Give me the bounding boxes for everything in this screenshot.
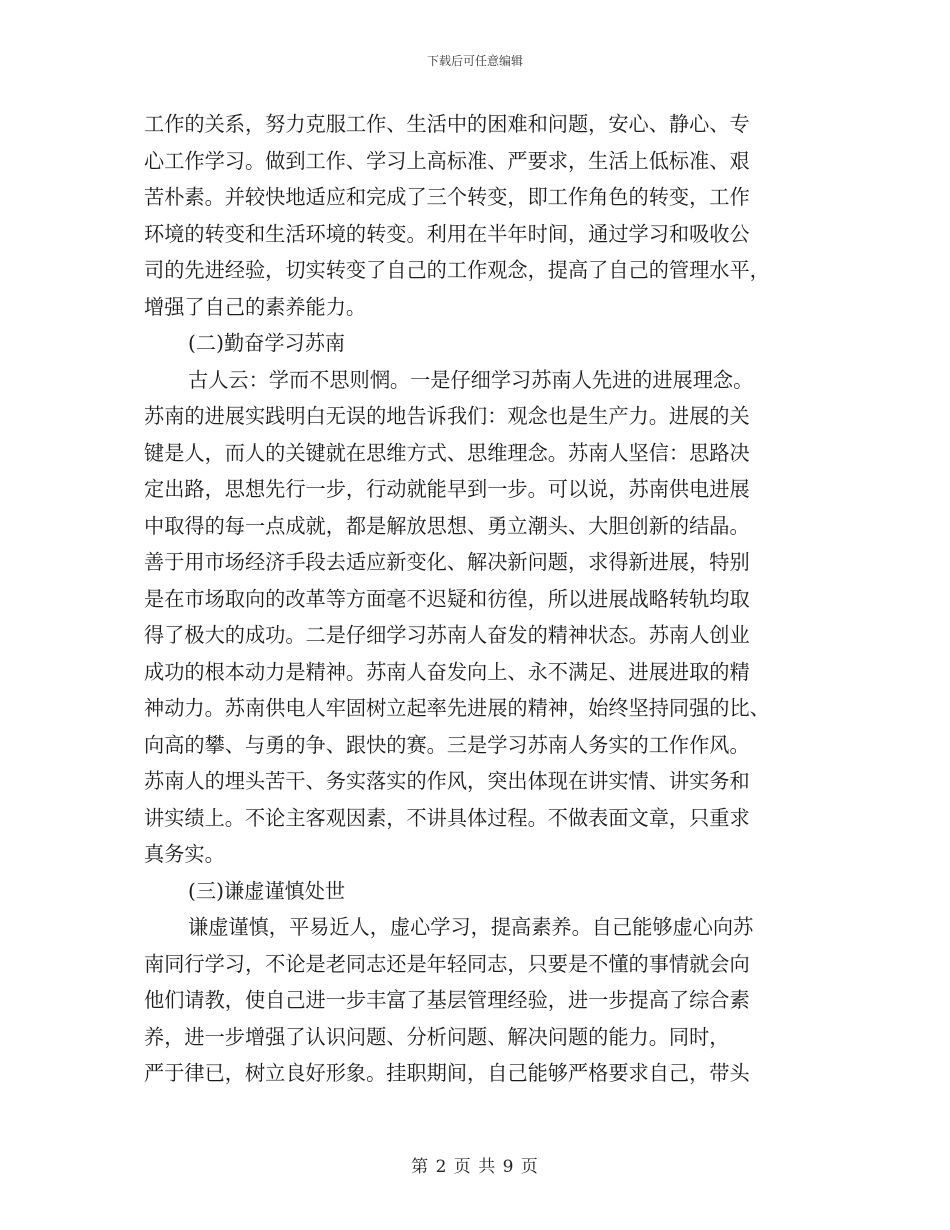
text-line: 定出路，思想先行一步，行动就能早到一步。可以说，苏南供电进展: [144, 477, 750, 501]
page-footer: 第 2 页 共 9 页: [411, 1157, 539, 1177]
text-line: 严于律已，树立良好形象。挂职期间，自己能够严格要求自己，带头: [144, 1061, 750, 1085]
text-line: (二)勤奋学习苏南: [188, 331, 346, 355]
text-line: 成功的根本动力是精神。苏南人奋发向上、永不满足、进展进取的精: [144, 659, 750, 684]
text-line: 古人云：学而不思则惘。一是仔细学习苏南人先进的进展理念。: [188, 367, 754, 392]
text-line: 工作的关系，努力克服工作、生活中的困难和问题，安心、静心、专: [144, 112, 750, 136]
text-line: 真务实。: [144, 842, 225, 866]
text-line: 环境的转变和生活环境的转变。利用在半年时间，通过学习和吸收公: [144, 221, 750, 246]
text-line: 向高的攀、与勇的争、跟快的赛。三是学习苏南人务实的工作作风。: [144, 732, 750, 757]
text-line: 司的先进经验，切实转变了自己的工作观念，提高了自己的管理水平，: [144, 258, 770, 282]
text-line: 讲实绩上。不论主客观因素，不讲具体过程。不做表面文章，只重求: [144, 805, 750, 830]
text-line: 养，进一步增强了认识问题、分析问题、解决问题的能力。同时，: [144, 1024, 730, 1049]
text-line: 键是人，而人的关键就在思维方式、思维理念。苏南人坚信：思路决: [144, 440, 750, 465]
text-line: 苏南人的埋头苦干、务实落实的作风，突出体现在讲实情、讲实务和: [144, 769, 750, 793]
text-line: 谦虚谨慎，平易近人，虚心学习，提高素养。自己能够虚心向苏: [188, 915, 754, 939]
text-line: 神动力。苏南供电人牢固树立起率先进展的精神，始终坚持同强的比、: [144, 696, 770, 720]
text-line: 得了极大的成功。二是仔细学习苏南人奋发的精神状态。苏南人创业: [144, 623, 750, 647]
text-line: 增强了自己的素养能力。: [144, 294, 367, 319]
text-line: 南同行学习，不论是老同志还是年轻同志，只要是不懂的事情就会向: [144, 951, 750, 976]
document-body: [144, 106, 796, 1092]
text-line: (三)谦虚谨慎处世: [188, 878, 346, 903]
text-line: 善于用市场经济手段去适应新变化、解决新问题，求得新进展，特别: [144, 550, 750, 574]
text-line: 苏南的进展实践明白无误的地告诉我们：观念也是生产力。进展的关: [144, 404, 750, 428]
text-line: 是在市场取向的改革等方面毫不迟疑和彷徨，所以进展战略转轨均取: [144, 586, 750, 611]
text-line: 他们请教，使自己进一步丰富了基层管理经验，进一步提高了综合素: [144, 988, 750, 1012]
text-line: 中取得的每一点成就，都是解放思想、勇立潮头、大胆创新的结晶。: [144, 513, 750, 538]
page-header: 下载后可任意编辑: [426, 54, 523, 68]
text-line: 苦朴素。并较快地适应和完成了三个转变，即工作角色的转变，工作: [144, 185, 750, 209]
text-line: 心工作学习。做到工作、学习上高标准、严要求，生活上低标准、艰: [144, 148, 750, 173]
